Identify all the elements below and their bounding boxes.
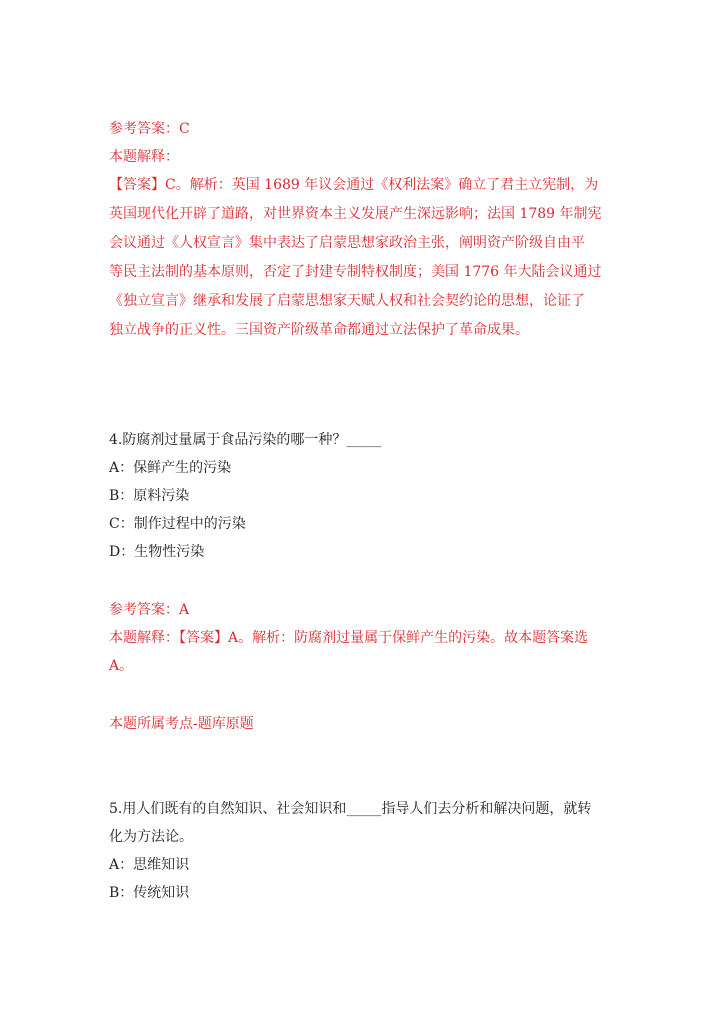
- q3-explanation-label: 本题解释：: [109, 149, 179, 165]
- q4-topic-tag: 本题所属考点-题库原题: [109, 716, 254, 732]
- q4-option-c: C：制作过程中的污染: [109, 516, 246, 532]
- q3-explanation-line: 【答案】C。解析：英国 1689 年议会通过《权利法案》确立了君主立宪制，为: [109, 177, 599, 193]
- q4-explanation-line: 本题解释：【答案】A。解析：防腐剂过量属于保鲜产生的污染。故本题答案选: [109, 630, 589, 646]
- q3-explanation-line: 会议通过《人权宣言》集中表达了启蒙思想家政治主张，阐明资产阶级自由平: [109, 235, 585, 251]
- q4-answer-section: [109, 596, 609, 680]
- q3-explanation-line: 英国现代化开辟了道路，对世界资本主义发展产生深远影响；法国 1789 年制宪: [109, 206, 602, 222]
- q3-answer-section: [109, 115, 609, 345]
- q4-topic-tag-section: [109, 710, 609, 738]
- q5-question-section: [109, 795, 609, 907]
- q5-question-line: 化为方法论。: [109, 829, 193, 845]
- q3-explanation-line: 《独立宣言》继承和发展了启蒙思想家天赋人权和社会契约论的思想，论证了: [109, 293, 585, 309]
- q3-explanation-line: 等民主法制的基本原则，否定了封建专制特权制度；美国 1776 年大陆会议通过: [109, 264, 602, 280]
- q4-explanation-line: A。: [109, 658, 134, 674]
- q3-explanation-line: 独立战争的正义性。三国资产阶级革命都通过立法保护了革命成果。: [109, 322, 529, 338]
- q3-answer-label: 参考答案：C: [109, 121, 190, 137]
- q4-question-section: [109, 426, 609, 566]
- q4-question-text: 4.防腐剂过量属于食品污染的哪一种？_____: [109, 432, 382, 448]
- q4-option-d: D：生物性污染: [109, 544, 205, 560]
- q5-option-b: B：传统知识: [109, 885, 190, 901]
- q4-answer-label: 参考答案：A: [109, 602, 190, 618]
- q5-option-a: A：思维知识: [109, 857, 190, 873]
- q4-option-a: A：保鲜产生的污染: [109, 460, 232, 476]
- q5-question-line: 5.用人们既有的自然知识、社会知识和_____指导人们去分析和解决问题，就转: [109, 801, 592, 817]
- q4-option-b: B：原料污染: [109, 488, 190, 504]
